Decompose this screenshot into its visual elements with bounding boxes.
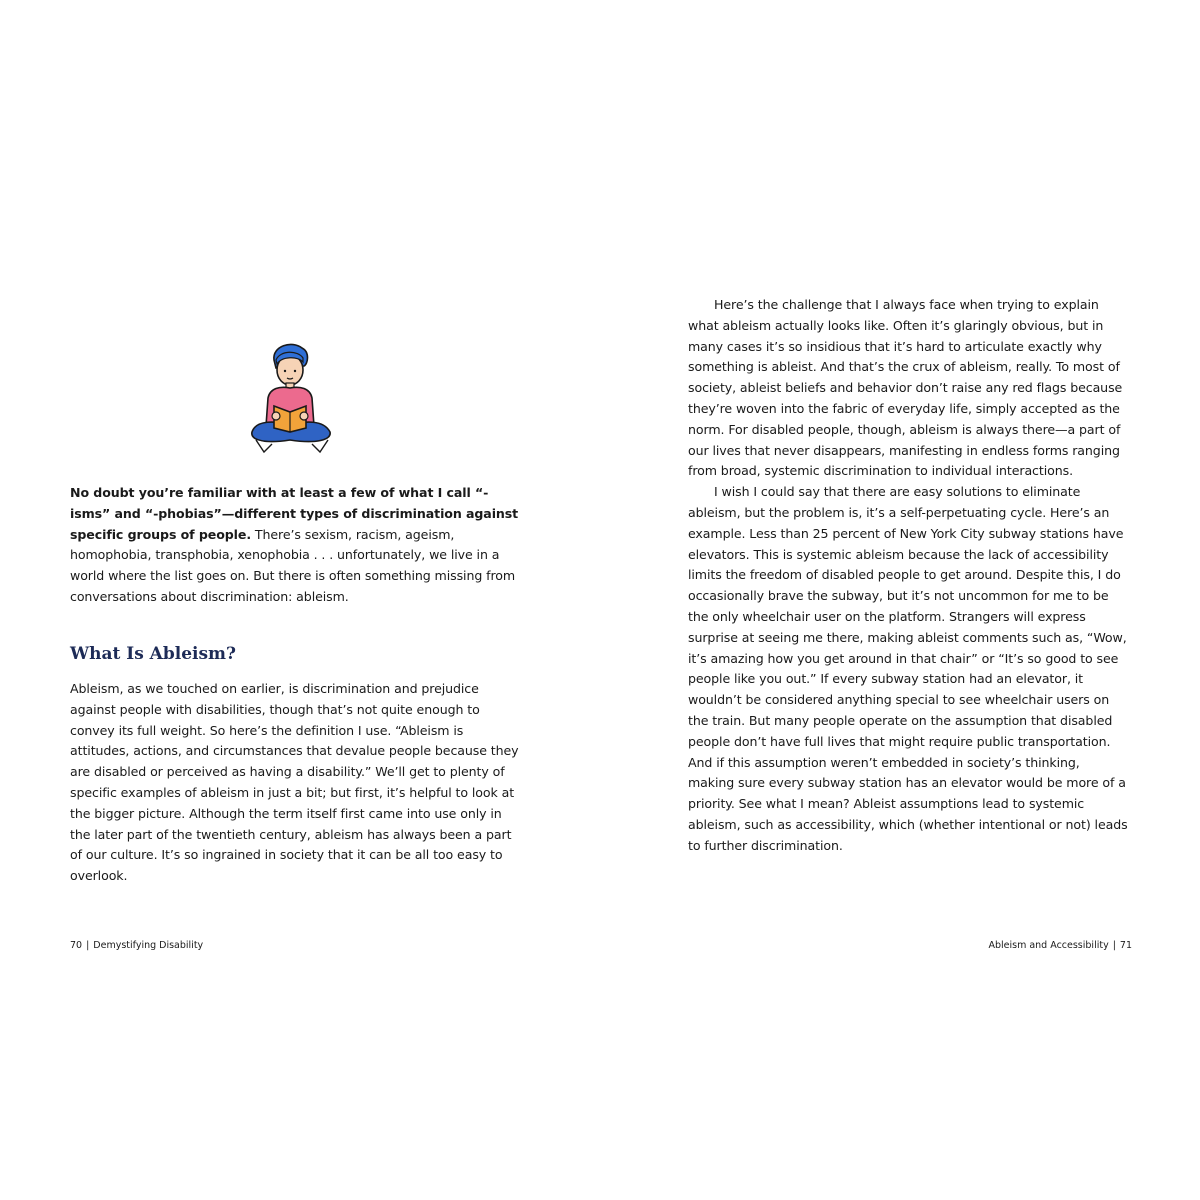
intro-bold-lead: No doubt you’re familiar with at least a few of what I call “-isms” and “-phobias”—different types of discrimination against specific groups of people.	[70, 485, 519, 542]
left-folio: 70 | Demystifying Disability	[70, 940, 204, 951]
right-body-text	[688, 295, 1128, 857]
running-head: Demystifying Disability	[93, 940, 204, 951]
running-head: Ableism and Accessibility	[988, 940, 1109, 951]
intro-paragraph	[70, 483, 520, 608]
section-heading: What Is Ableism?	[70, 644, 237, 664]
right-folio: Ableism and Accessibility | 71	[988, 940, 1132, 951]
page-number: 71	[1119, 940, 1132, 951]
body-paragraph: Ableism, as we touched on earlier, is discrimination and prejudice against people with disabilities, though that’s not quite enough to convey its full weight. So here’s the definition I use. “Ableism is attitudes, actions, and circumstances that devalue people because they are disabled or perceived as having a disability.” We’ll get to plenty of specific examples of ableism in just a bit; but first, it’s helpful to look at the bigger picture. Although the term itself first came into use only in the later part of the twentieth century, ableism has always been a part of our culture. It’s so ingrained in society that it can be all too easy to overlook.	[70, 681, 519, 884]
paragraph: I wish I could say that there are easy solutions to eliminate ableism, but the problem is, it’s a self-perpetuating cycle. Here’s an example. Less than 25 percent of New York City subway stations have elevators. This is systemic ableism because the lack of accessibility limits the freedom of disabled people to get around. Despite this, I do occasionally brave the subway, but it’s not uncommon for me to be the only wheelchair user on the platform. Strangers will express surprise at seeing me there, making ableist comments such as, “Wow, it’s amazing how you get around in that chair” or “It’s so good to see people like you out.” If every subway station had an elevator, it wouldn’t be considered anything special to see wheelchair users on the train. But many people operate on the assumption that disabled people don’t have full lives that might require public transportation. And if this assumption weren’t embedded in society’s thinking, making sure every subway station has an elevator would be more of a priority. See what I mean? Ableist assumptions lead to systemic ableism, such as accessibility, which (whether intentional or not) leads to further discrimination.	[688, 484, 1128, 853]
right-page	[600, 0, 1200, 1200]
person-reading-illustration	[246, 340, 338, 462]
intro-text: There’s sexism, racism, ageism, homophobia, transphobia, xenophobia . . . unfortunately, we live in a world where the list goes on. But there is often something missing from conversations about discrimination: ableism.	[70, 526, 516, 604]
page-number: 70	[70, 940, 83, 951]
paragraph: Here’s the challenge that I always face when trying to explain what ableism actually looks like. Often it’s glaringly obvious, but in many cases it’s so insidious that it’s hard to articulate exactly why something is ableist. And that’s the crux of ableism, really. To most of society, ableist beliefs and behavior don’t raise any red flags because they’re woven into the fabric of everyday life, simply accepted as the norm. For disabled people, though, ableism is always there—a part of our lives that never disappears, manifesting in endless forms ranging from broad, systemic discrimination to individual interactions.	[688, 297, 1123, 479]
